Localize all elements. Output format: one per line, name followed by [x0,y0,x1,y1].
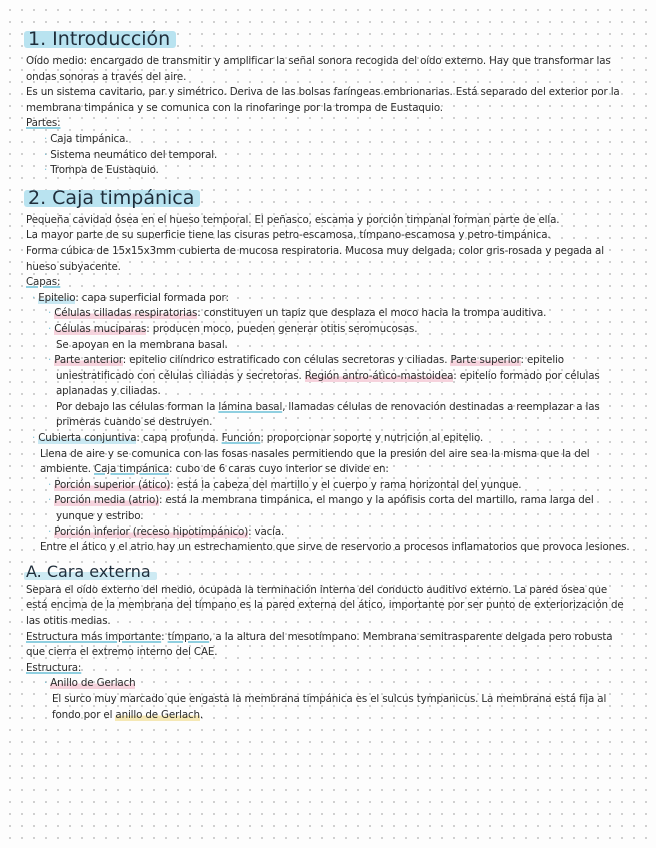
paragraph-llena: Llena de aire y se comunica con las fosas nasales permitiendo que la presión del aire sea la misma que la del ambiente. Caja timpánica: cubo de 6 caras cuyo interior se divide en: [40,447,590,476]
list-item: · Sistema neumático del temporal. [26,148,630,164]
list-item: · Caja timpánica. [26,132,630,148]
list-item-atico: · Porción superior (ático): está la cabeza del martillo y el cuerpo y rama horizontal del yunque. [26,478,630,494]
list-item-anillo: · Anillo de Gerlach [26,676,630,692]
partes-label: Partes: [26,117,61,130]
list-item-hipotimpano: · Porción inferior (receso hipotimpánico): vacía. [26,525,630,541]
list-item-ciliadas: · Células ciliadas respiratorias: constituyen un tapiz que desplaza el moco hacia la trompa auditiva. [26,306,630,322]
subsection-title-cara-externa: A. Cara externa [26,562,155,581]
paragraph-surco: El surco muy marcado que engasta la membrana timpánica es el sulcus tympanicus. La membrana está fija al fondo por el anillo de Gerlach. [52,692,607,721]
paragraph-estructura: Estructura más importante: tímpano, a la altura del mesotímpano. Membrana semitrasparente delgada pero robusta que cierra el extremo interno del CAE. [26,630,613,659]
list-item-partes-epitelio: · Parte anterior: epitelio cilíndrico estratificado con células secretoras y ciliadas. Parte superior: epitelio uniestratificado con células ciliadas y secretoras. Región antro-ático-mastoidea: epitelio formado por células aplanadas y ciliadas. [26,353,630,400]
capas-label: Capas: [26,276,61,289]
paragraph-entre: Entre el ático y el atrio hay un estrechamiento que sirve de reservorio a procesos inflamatorios que provoca lesiones. [40,541,630,554]
paragraph: Separa el oído externo del medio, ocupada la terminación interna del conducto auditivo externo. La pared ósea que está encima de la membrana del tímpano es la pared externa del ático, importante por ser punto de exteriorización de las otitis medias. [26,583,624,627]
paragraph: Es un sistema cavitario, par y simétrico. Deriva de las bolsas faríngeas embrionarias. Está separado del exterior por la membrana timpánica y se comunica con la rinofaringe por la trompa de Eustaquio. [26,86,620,114]
paragraph: La mayor parte de su superficie tiene las cisuras petro-escamosa, tímpano-escamosa y petro-timpánica. [26,229,551,242]
list-item-apoyan: Se apoyan en la membrana basal. [56,338,228,351]
paragraph: Pequeña cavidad ósea en el hueso temporal. El peñasco, escama y porción timpanal forman parte de ella. [26,213,560,226]
list-item: · Trompa de Eustaquio. [26,163,630,179]
paragraph: Oído medio: encargado de transmitir y amplificar la señal sonora recogida del oído externo. Hay que transformar las ondas sonoras a través del aire. [26,55,611,83]
list-item-epitelio: · Epitelio: capa superficial formada por: [26,291,630,307]
list-item-lamina-basal: Por debajo las células forman la lámina basal, llamadas células de renovación destinadas a reemplazar a las primeras cuando se destruyen. [56,400,600,429]
section-title-introduccion: 1. Introducción [26,28,174,50]
list-item-atrio: · Porción media (atrio): está la membrana timpánica, el mango y la apófisis corta del martillo, rama larga del yunque y estribo. [26,493,630,524]
list-item-muciparas: · Células muciparas: producen moco, pueden generar otitis seromucosas. [26,322,630,338]
paragraph: Forma cúbica de 15x15x3mm cubierta de mucosa respiratoria. Mucosa muy delgada, color gris-rosada y pegada al hueso subyacente. [26,244,604,273]
list-item-conjuntiva: · Cubierta conjuntiva: capa profunda. Función: proporcionar soporte y nutrición al epitelio. [26,431,630,447]
section-title-caja-timpanica: 2. Caja timpánica [26,187,198,209]
estructura-label: Estructura: [26,661,82,674]
